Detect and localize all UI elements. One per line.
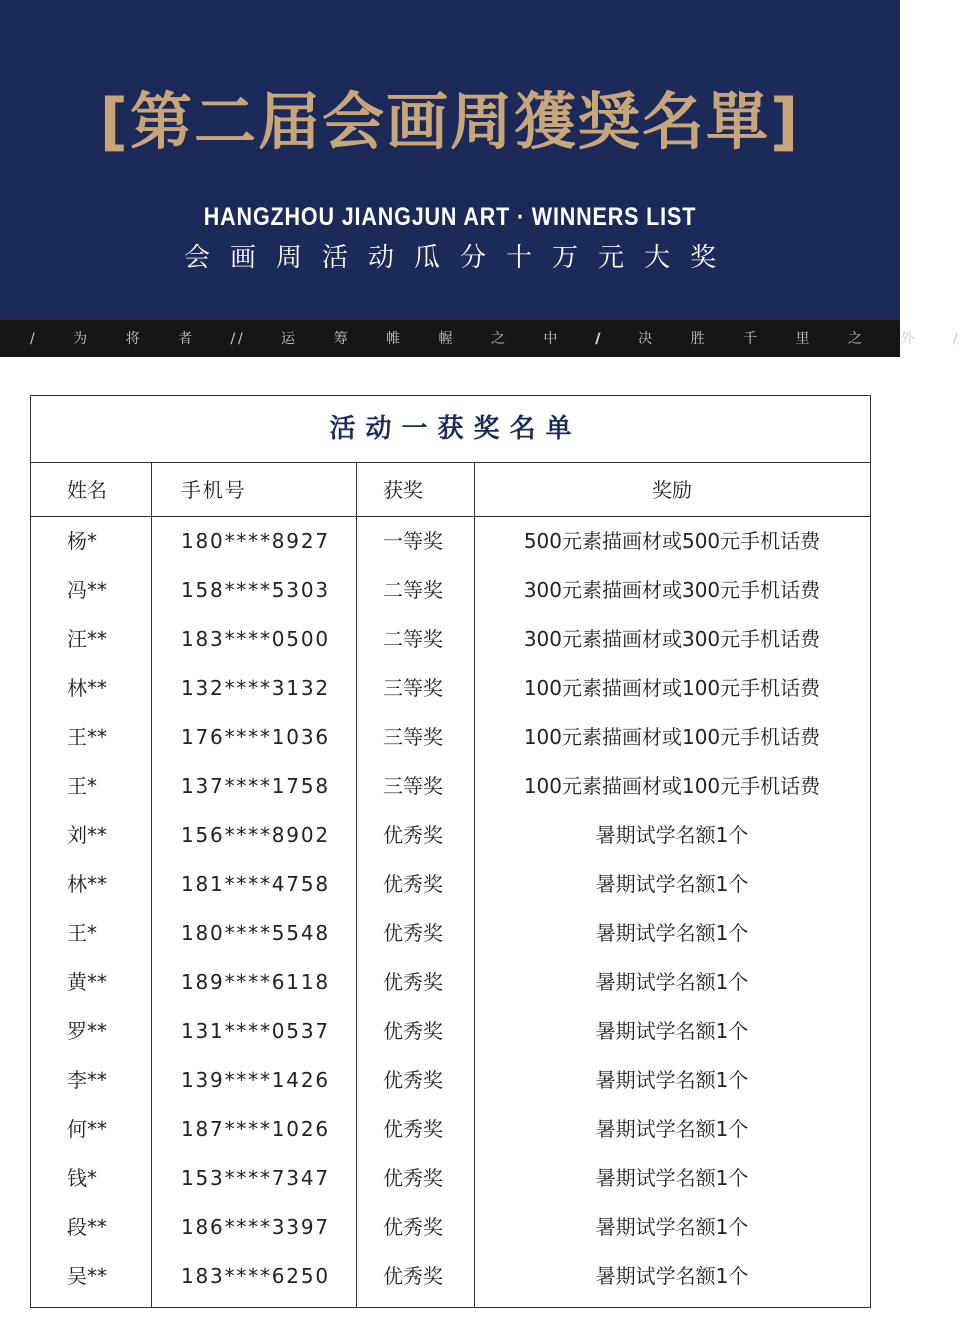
cell-phone: 183****6250 <box>181 1264 330 1288</box>
cell-name: 钱* <box>67 1166 97 1190</box>
cell-prize: 优秀奖 <box>383 872 443 896</box>
cell-name: 段** <box>67 1215 107 1239</box>
cell-reward: 100元素描画材或100元手机话费 <box>523 676 821 700</box>
header-phone: 手机号 <box>181 478 247 502</box>
cell-reward: 100元素描画材或100元手机话费 <box>523 725 821 749</box>
cell-reward: 暑期试学名额1个 <box>595 1215 749 1239</box>
table-row <box>31 615 870 664</box>
table-row <box>31 1203 870 1252</box>
cell-phone: 153****7347 <box>181 1166 330 1190</box>
cell-reward: 300元素描画材或300元手机话费 <box>523 627 821 651</box>
cell-reward: 暑期试学名额1个 <box>595 872 749 896</box>
cell-phone: 158****5303 <box>181 578 330 602</box>
slogan-2: / 运 筹 帷 幄 之 中 / <box>238 331 618 347</box>
header-prize: 获奖 <box>383 478 423 502</box>
table-row <box>31 664 870 713</box>
cell-reward: 300元素描画材或300元手机话费 <box>523 578 821 602</box>
cell-phone: 183****0500 <box>181 627 330 651</box>
header-name: 姓名 <box>67 478 107 502</box>
cell-name: 冯** <box>67 578 107 602</box>
cell-name: 吴** <box>67 1264 107 1288</box>
cell-prize: 优秀奖 <box>383 1166 443 1190</box>
table-title: 活动一获奖名单 <box>31 396 870 463</box>
cell-prize: 三等奖 <box>383 725 443 749</box>
table-row <box>31 566 870 615</box>
cell-name: 汪** <box>67 627 107 651</box>
cell-phone: 176****1036 <box>181 725 330 749</box>
cell-phone: 189****6118 <box>181 970 330 994</box>
table-row <box>31 762 870 811</box>
cell-reward: 暑期试学名额1个 <box>595 1117 749 1141</box>
slogan-bar <box>0 320 975 357</box>
cell-reward: 暑期试学名额1个 <box>595 1166 749 1190</box>
cell-reward: 暑期试学名额1个 <box>595 921 749 945</box>
cell-phone: 181****4758 <box>181 872 330 896</box>
table-header-row <box>31 463 870 517</box>
cell-name: 刘** <box>67 823 107 847</box>
table-row <box>31 860 870 909</box>
header-banner <box>0 0 900 320</box>
cell-prize: 优秀奖 <box>383 1117 443 1141</box>
slogan-1: / 为 将 者 / <box>30 331 253 347</box>
cell-phone: 186****3397 <box>181 1215 330 1239</box>
cell-prize: 二等奖 <box>383 578 443 602</box>
slogan-3: / 决 胜 千 里 之 外 / <box>595 331 975 347</box>
cell-phone: 180****8927 <box>181 529 330 553</box>
cell-prize: 优秀奖 <box>383 1068 443 1092</box>
table-row <box>31 1154 870 1203</box>
cell-name: 黄** <box>67 970 107 994</box>
table-row <box>31 958 870 1007</box>
cell-phone: 187****1026 <box>181 1117 330 1141</box>
header-reward: 奖励 <box>652 478 692 502</box>
table-row <box>31 1007 870 1056</box>
cell-reward: 暑期试学名额1个 <box>595 823 749 847</box>
cell-prize: 三等奖 <box>383 774 443 798</box>
cell-name: 王* <box>67 774 97 798</box>
cell-phone: 131****0537 <box>181 1019 330 1043</box>
subtitle-english: HANGZHOU JIANGJUN ART · WINNERS LIST <box>203 203 697 231</box>
cell-reward: 暑期试学名额1个 <box>595 1264 749 1288</box>
cell-name: 罗** <box>67 1019 107 1043</box>
cell-name: 林** <box>67 872 107 896</box>
cell-prize: 优秀奖 <box>383 1019 443 1043</box>
cell-prize: 三等奖 <box>383 676 443 700</box>
cell-name: 何** <box>67 1117 107 1141</box>
subtitle-chinese: 会画周活动瓜分十万元大奖 <box>183 243 736 273</box>
cell-phone: 137****1758 <box>181 774 330 798</box>
cell-phone: 132****3132 <box>181 676 330 700</box>
cell-prize: 优秀奖 <box>383 823 443 847</box>
cell-reward: 暑期试学名额1个 <box>595 1019 749 1043</box>
cell-prize: 一等奖 <box>383 529 443 553</box>
table-row <box>31 1105 870 1154</box>
cell-reward: 500元素描画材或500元手机话费 <box>523 529 821 553</box>
table-row <box>31 811 870 860</box>
cell-phone: 156****8902 <box>181 823 330 847</box>
table-row <box>31 713 870 762</box>
cell-reward: 100元素描画材或100元手机话费 <box>523 774 821 798</box>
cell-prize: 优秀奖 <box>383 1264 443 1288</box>
cell-name: 林** <box>67 676 107 700</box>
cell-reward: 暑期试学名额1个 <box>595 1068 749 1092</box>
cell-phone: 180****5548 <box>181 921 330 945</box>
cell-prize: 优秀奖 <box>383 921 443 945</box>
cell-name: 杨* <box>67 529 97 553</box>
cell-phone: 139****1426 <box>181 1068 330 1092</box>
cell-prize: 优秀奖 <box>383 970 443 994</box>
cell-prize: 优秀奖 <box>383 1215 443 1239</box>
cell-prize: 二等奖 <box>383 627 443 651</box>
table-row <box>31 909 870 958</box>
cell-reward: 暑期试学名额1个 <box>595 970 749 994</box>
page-title: [第二届会画周獲奨名單] <box>99 85 801 158</box>
winners-table <box>30 395 871 1308</box>
cell-name: 李** <box>67 1068 107 1092</box>
cell-name: 王* <box>67 921 97 945</box>
table-row <box>31 1056 870 1105</box>
table-row <box>31 517 870 566</box>
cell-name: 王** <box>67 725 107 749</box>
table-row <box>31 1252 870 1301</box>
